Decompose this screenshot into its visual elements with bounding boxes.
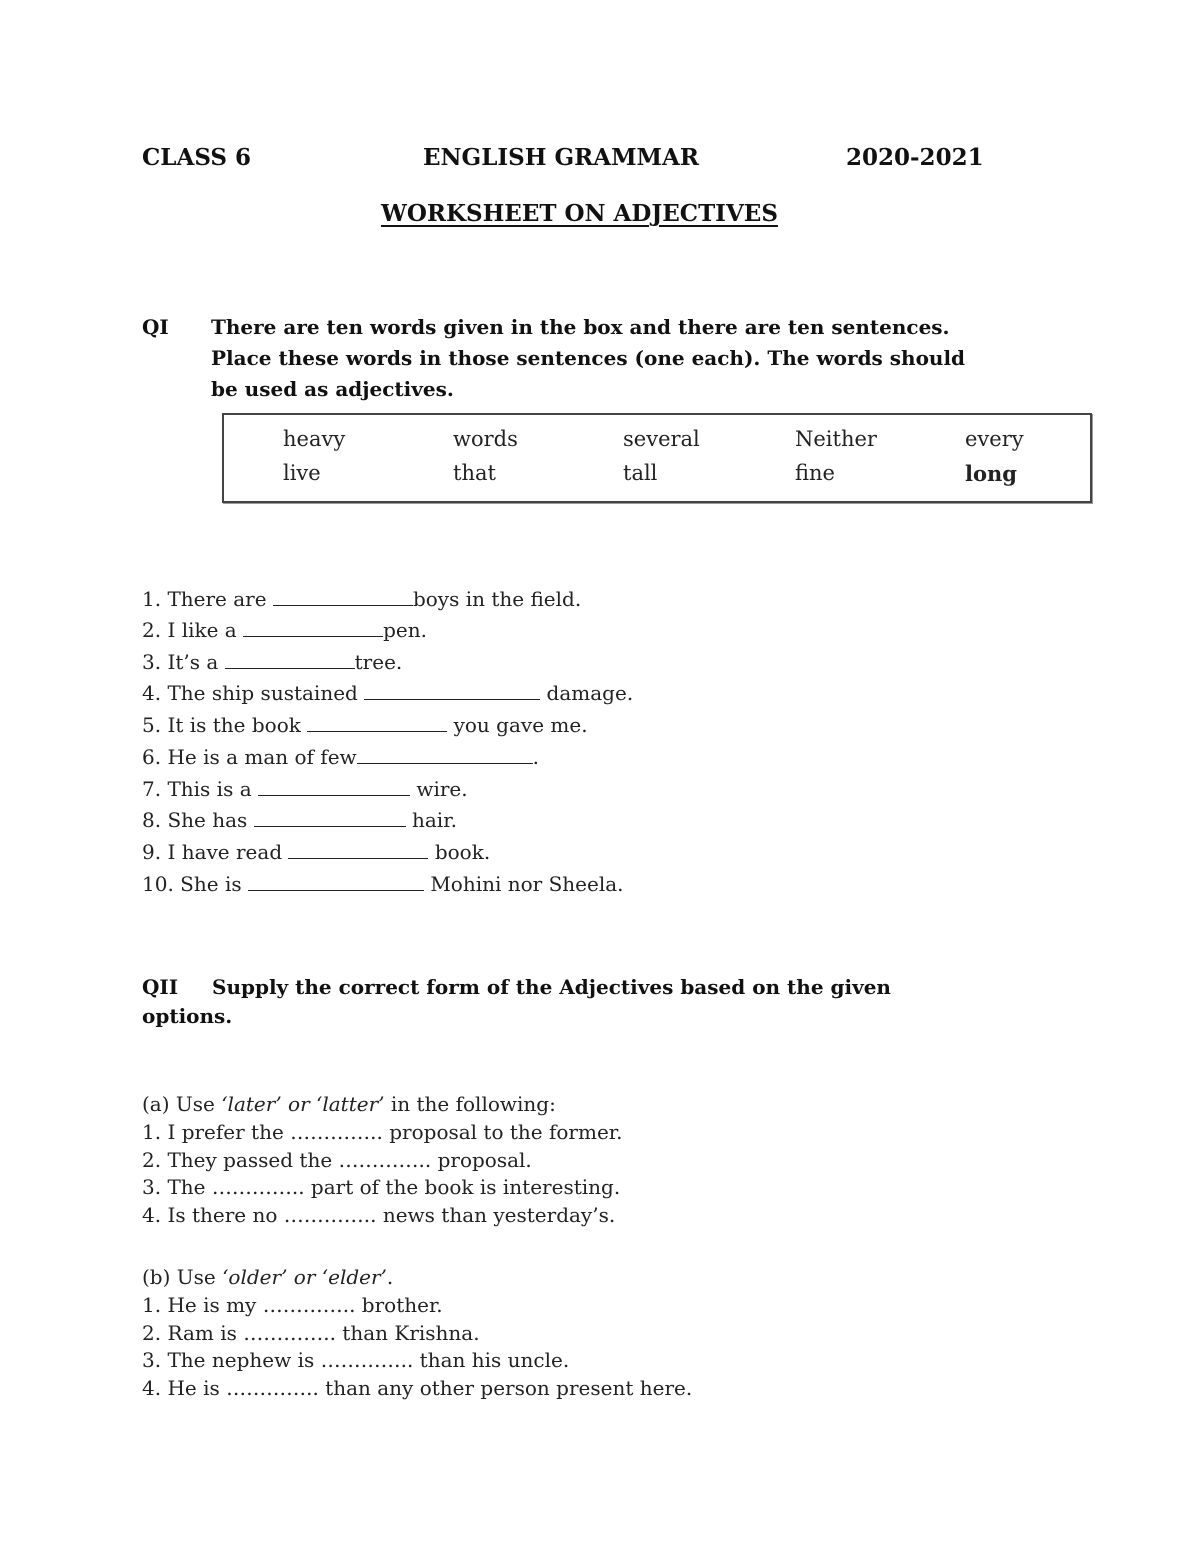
part-a-options: ‘later’ or ‘latter’	[221, 1092, 385, 1116]
question-1-number: QI	[142, 315, 169, 339]
sentence-text: 9. I have read	[142, 840, 289, 864]
sentence-text: 7. This is a	[142, 777, 258, 801]
word-fine: fine	[795, 461, 835, 485]
worksheet-title: WORKSHEET ON ADJECTIVES	[381, 200, 778, 227]
answer-blank[interactable]	[357, 745, 533, 764]
sentence-text: wire.	[409, 777, 468, 801]
sentence-5	[142, 713, 588, 737]
sentence-text: pen.	[383, 618, 427, 642]
sentence-text: 8. She has	[142, 808, 254, 832]
question-2-line-2: options.	[142, 1004, 233, 1028]
answer-blank[interactable]	[258, 777, 410, 796]
answer-blank[interactable]	[248, 872, 424, 891]
word-box	[222, 413, 1092, 503]
sentence-text: 5. It is the book	[142, 713, 308, 737]
sentence-10	[142, 872, 624, 896]
question-2-number: QII	[142, 975, 179, 999]
word-several: several	[623, 427, 700, 451]
question-1-line-2: Place these words in those sentences (one each). The words should	[211, 346, 966, 370]
question-2-line-1: Supply the correct form of the Adjectives based on the given	[212, 975, 891, 999]
answer-blank[interactable]	[273, 587, 413, 606]
part-b-item-3: 3. The nephew is ………….. than his uncle.	[142, 1348, 570, 1372]
part-b-item-4: 4. He is ………….. than any other person present here.	[142, 1376, 693, 1400]
sentence-text: 4. The ship sustained	[142, 681, 365, 705]
sentence-2	[142, 618, 427, 642]
word-words: words	[453, 427, 518, 451]
part-a-intro	[142, 1092, 556, 1116]
question-1-line-3: be used as adjectives.	[211, 377, 454, 401]
part-a-intro-prefix: (a) Use	[142, 1092, 222, 1116]
subject-label: ENGLISH GRAMMAR	[423, 144, 699, 171]
sentence-8	[142, 808, 457, 832]
part-b-intro	[142, 1265, 393, 1289]
answer-blank[interactable]	[254, 808, 406, 827]
sentence-1	[142, 587, 581, 611]
sentence-text: 6. He is a man of few	[142, 745, 357, 769]
part-a-item-1: 1. I prefer the ………….. proposal to the former.	[142, 1120, 623, 1144]
part-b-item-2: 2. Ram is ………….. than Krishna.	[142, 1321, 480, 1345]
class-label: CLASS 6	[142, 144, 252, 171]
sentence-text: 2. I like a	[142, 618, 244, 642]
part-b-intro-prefix: (b) Use	[142, 1265, 223, 1289]
sentence-text: book.	[428, 840, 491, 864]
part-a-item-3: 3. The ………….. part of the book is interesting.	[142, 1175, 621, 1199]
word-heavy: heavy	[283, 427, 346, 451]
sentence-text: Mohini nor Sheela.	[423, 872, 624, 896]
answer-blank[interactable]	[307, 713, 447, 732]
answer-blank[interactable]	[288, 840, 428, 859]
word-tall: tall	[623, 461, 658, 485]
sentence-6	[142, 745, 539, 769]
answer-blank[interactable]	[225, 650, 355, 669]
word-that: that	[453, 461, 496, 485]
sentence-text: 10. She is	[142, 872, 248, 896]
sentence-text: 1. There are	[142, 587, 273, 611]
part-a-intro-suffix: in the following:	[384, 1092, 556, 1116]
answer-blank[interactable]	[364, 681, 540, 700]
sentence-text: damage.	[540, 681, 634, 705]
part-b-options: ‘older’ or ‘elder’	[222, 1265, 387, 1289]
sentence-7	[142, 777, 468, 801]
sentence-text: you gave me.	[447, 713, 588, 737]
word-long: long	[965, 461, 1017, 486]
part-b-intro-suffix: .	[386, 1265, 394, 1289]
question-1-line-1: There are ten words given in the box and there are ten sentences.	[211, 315, 950, 339]
word-every: every	[965, 427, 1024, 451]
sentence-text: tree.	[354, 650, 403, 674]
part-a-item-4: 4. Is there no ………….. news than yesterday’s.	[142, 1203, 616, 1227]
sentence-3	[142, 650, 402, 674]
sentence-text: .	[532, 745, 540, 769]
sentence-text: 3. It’s a	[142, 650, 225, 674]
sentence-text: boys in the field.	[412, 587, 582, 611]
part-a-item-2: 2. They passed the ………….. proposal.	[142, 1148, 532, 1172]
word-live: live	[283, 461, 321, 485]
answer-blank[interactable]	[243, 618, 383, 637]
part-b-item-1: 1. He is my ………….. brother.	[142, 1293, 443, 1317]
sentence-9	[142, 840, 490, 864]
sentence-text: hair.	[405, 808, 457, 832]
year-label: 2020-2021	[846, 144, 984, 171]
sentence-4	[142, 681, 633, 705]
word-neither: Neither	[795, 427, 877, 451]
